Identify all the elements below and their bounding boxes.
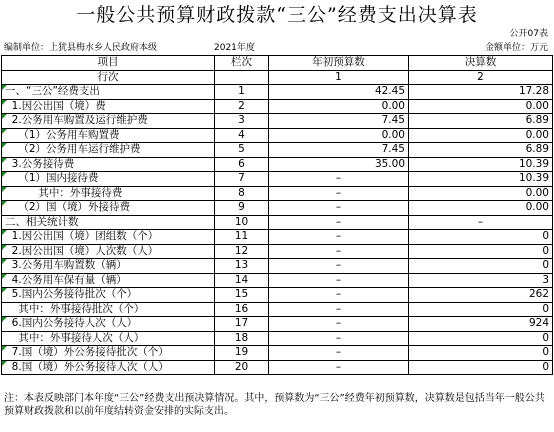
amount-unit: 金额单位：万元	[484, 43, 548, 53]
row-line-number: 19	[215, 346, 269, 361]
row-item-label: 1.因公出国（境）团组数（个）	[2, 230, 215, 245]
compiling-unit: 编制单位：上犹县梅水乡人民政府本级	[4, 43, 158, 53]
table-row	[2, 331, 553, 346]
row-budget-value: –	[269, 172, 409, 187]
row-line-number: 4	[215, 128, 269, 143]
table-row	[2, 172, 553, 187]
table-row	[2, 317, 553, 332]
row-actual-value: 0.00	[409, 201, 553, 216]
table-row	[2, 143, 553, 158]
row-actual-value: 0	[409, 230, 553, 245]
row-budget-value: 7.45	[269, 114, 409, 129]
row-actual-value: 0	[409, 259, 553, 274]
row-budget-value: –	[269, 244, 409, 259]
row-actual-value: 0.00	[409, 186, 553, 201]
fiscal-year: 2021年度	[214, 43, 255, 53]
row-budget-value: 42.45	[269, 85, 409, 100]
row-item-label: 7.国（境）外公务接待批次（个）	[2, 346, 215, 361]
row-actual-value: 6.89	[409, 143, 553, 158]
table-row	[2, 85, 553, 100]
table-row	[2, 114, 553, 129]
table-row	[2, 186, 553, 201]
row-budget-value: –	[269, 346, 409, 361]
table-row	[2, 201, 553, 216]
row-actual-value: 0	[409, 360, 553, 375]
row-line-number: 10	[215, 215, 269, 230]
index-line-no	[215, 70, 269, 85]
index-budget: 1	[269, 70, 409, 85]
row-line-number: 9	[215, 201, 269, 216]
row-item-label: 4.公务用车保有量（辆）	[2, 273, 215, 288]
row-budget-value: –	[269, 317, 409, 332]
header-budget: 年初预算数	[269, 56, 409, 71]
row-line-number: 18	[215, 331, 269, 346]
header-row	[2, 56, 553, 71]
row-actual-value: 924	[409, 317, 553, 332]
row-actual-value: 0.00	[409, 128, 553, 143]
report-title: 一般公共预算财政拨款“三公”经费支出决算表	[76, 4, 478, 26]
row-actual-value: 0.00	[409, 99, 553, 114]
table-row	[2, 288, 553, 303]
index-actual: 2	[409, 70, 553, 85]
row-budget-value: –	[269, 201, 409, 216]
table-row	[2, 230, 553, 245]
row-line-number: 12	[215, 244, 269, 259]
row-actual-value: 0	[409, 244, 553, 259]
row-line-number: 16	[215, 302, 269, 317]
row-item-label: 6.国内公务接待人次（人）	[2, 317, 215, 332]
index-item: 行次	[2, 70, 215, 85]
row-line-number: 13	[215, 259, 269, 274]
row-budget-value: 0.00	[269, 128, 409, 143]
row-budget-value: –	[269, 186, 409, 201]
row-line-number: 15	[215, 288, 269, 303]
row-line-number: 6	[215, 157, 269, 172]
column-index-row	[2, 70, 553, 85]
row-line-number: 8	[215, 186, 269, 201]
row-item-label: 其中：外事接待批次（个）	[2, 302, 215, 317]
row-budget-value: 35.00	[269, 157, 409, 172]
table-row	[2, 360, 553, 375]
row-actual-value: –	[409, 215, 553, 230]
row-budget-value: 7.45	[269, 143, 409, 158]
header-item: 项目	[2, 56, 215, 71]
table-row	[2, 302, 553, 317]
row-item-label: 一、“三公”经费支出	[2, 85, 215, 100]
row-budget-value: –	[269, 288, 409, 303]
row-budget-value: –	[269, 302, 409, 317]
footnote: 注：本表反映部门本年度“三公”经费支出预决算情况。其中，预算数为“三公”经费年初预算数，决算数是包括当年一般公共预算财政拨款和以前年度结转资金安排的实际支出。	[4, 393, 545, 417]
row-line-number: 17	[215, 317, 269, 332]
row-actual-value: 0	[409, 302, 553, 317]
form-number: 公开07表	[509, 29, 548, 39]
row-line-number: 1	[215, 85, 269, 100]
row-item-label: 3.公务接待费	[2, 157, 215, 172]
row-budget-value: –	[269, 259, 409, 274]
row-budget-value: –	[269, 215, 409, 230]
row-item-label: 二、相关统计数	[2, 215, 215, 230]
row-actual-value: 10.39	[409, 157, 553, 172]
row-line-number: 20	[215, 360, 269, 375]
table-row	[2, 157, 553, 172]
row-actual-value: 6.89	[409, 114, 553, 129]
row-item-label: （1）公务用车购置费	[2, 128, 215, 143]
row-budget-value: –	[269, 331, 409, 346]
row-line-number: 7	[215, 172, 269, 187]
row-line-number: 2	[215, 99, 269, 114]
row-budget-value: –	[269, 360, 409, 375]
row-item-label: 其中：外事接待费	[2, 186, 215, 201]
row-item-label: 8.国（境）外公务接待人次（人）	[2, 360, 215, 375]
table-row	[2, 273, 553, 288]
row-budget-value: –	[269, 230, 409, 245]
row-item-label: （2）国（境）外接待费	[2, 201, 215, 216]
header-line-no: 栏次	[215, 56, 269, 71]
row-item-label: 2.公务用车购置及运行维护费	[2, 114, 215, 129]
row-actual-value: 17.28	[409, 85, 553, 100]
row-item-label: 其中：外事接待人次（人）	[2, 331, 215, 346]
header-actual: 决算数	[409, 56, 553, 71]
table-row	[2, 259, 553, 274]
row-line-number: 5	[215, 143, 269, 158]
row-line-number: 11	[215, 230, 269, 245]
table-row	[2, 215, 553, 230]
table-row	[2, 346, 553, 361]
row-actual-value: 3	[409, 273, 553, 288]
row-line-number: 14	[215, 273, 269, 288]
row-item-label: （1）国内接待费	[2, 172, 215, 187]
table-row	[2, 244, 553, 259]
table-row	[2, 99, 553, 114]
row-item-label: 2.因公出国（境）人次数（人）	[2, 244, 215, 259]
expense-table	[1, 55, 553, 375]
row-budget-value: 0.00	[269, 99, 409, 114]
row-actual-value: 262	[409, 288, 553, 303]
table-row	[2, 128, 553, 143]
row-actual-value: 0	[409, 331, 553, 346]
row-budget-value: –	[269, 273, 409, 288]
row-actual-value: 10.39	[409, 172, 553, 187]
row-actual-value: 0	[409, 346, 553, 361]
row-item-label: 3.公务用车购置数（辆）	[2, 259, 215, 274]
row-item-label: 5.国内公务接待批次（个）	[2, 288, 215, 303]
row-line-number: 3	[215, 114, 269, 129]
row-item-label: （2）公务用车运行维护费	[2, 143, 215, 158]
row-item-label: 1.因公出国（境）费	[2, 99, 215, 114]
